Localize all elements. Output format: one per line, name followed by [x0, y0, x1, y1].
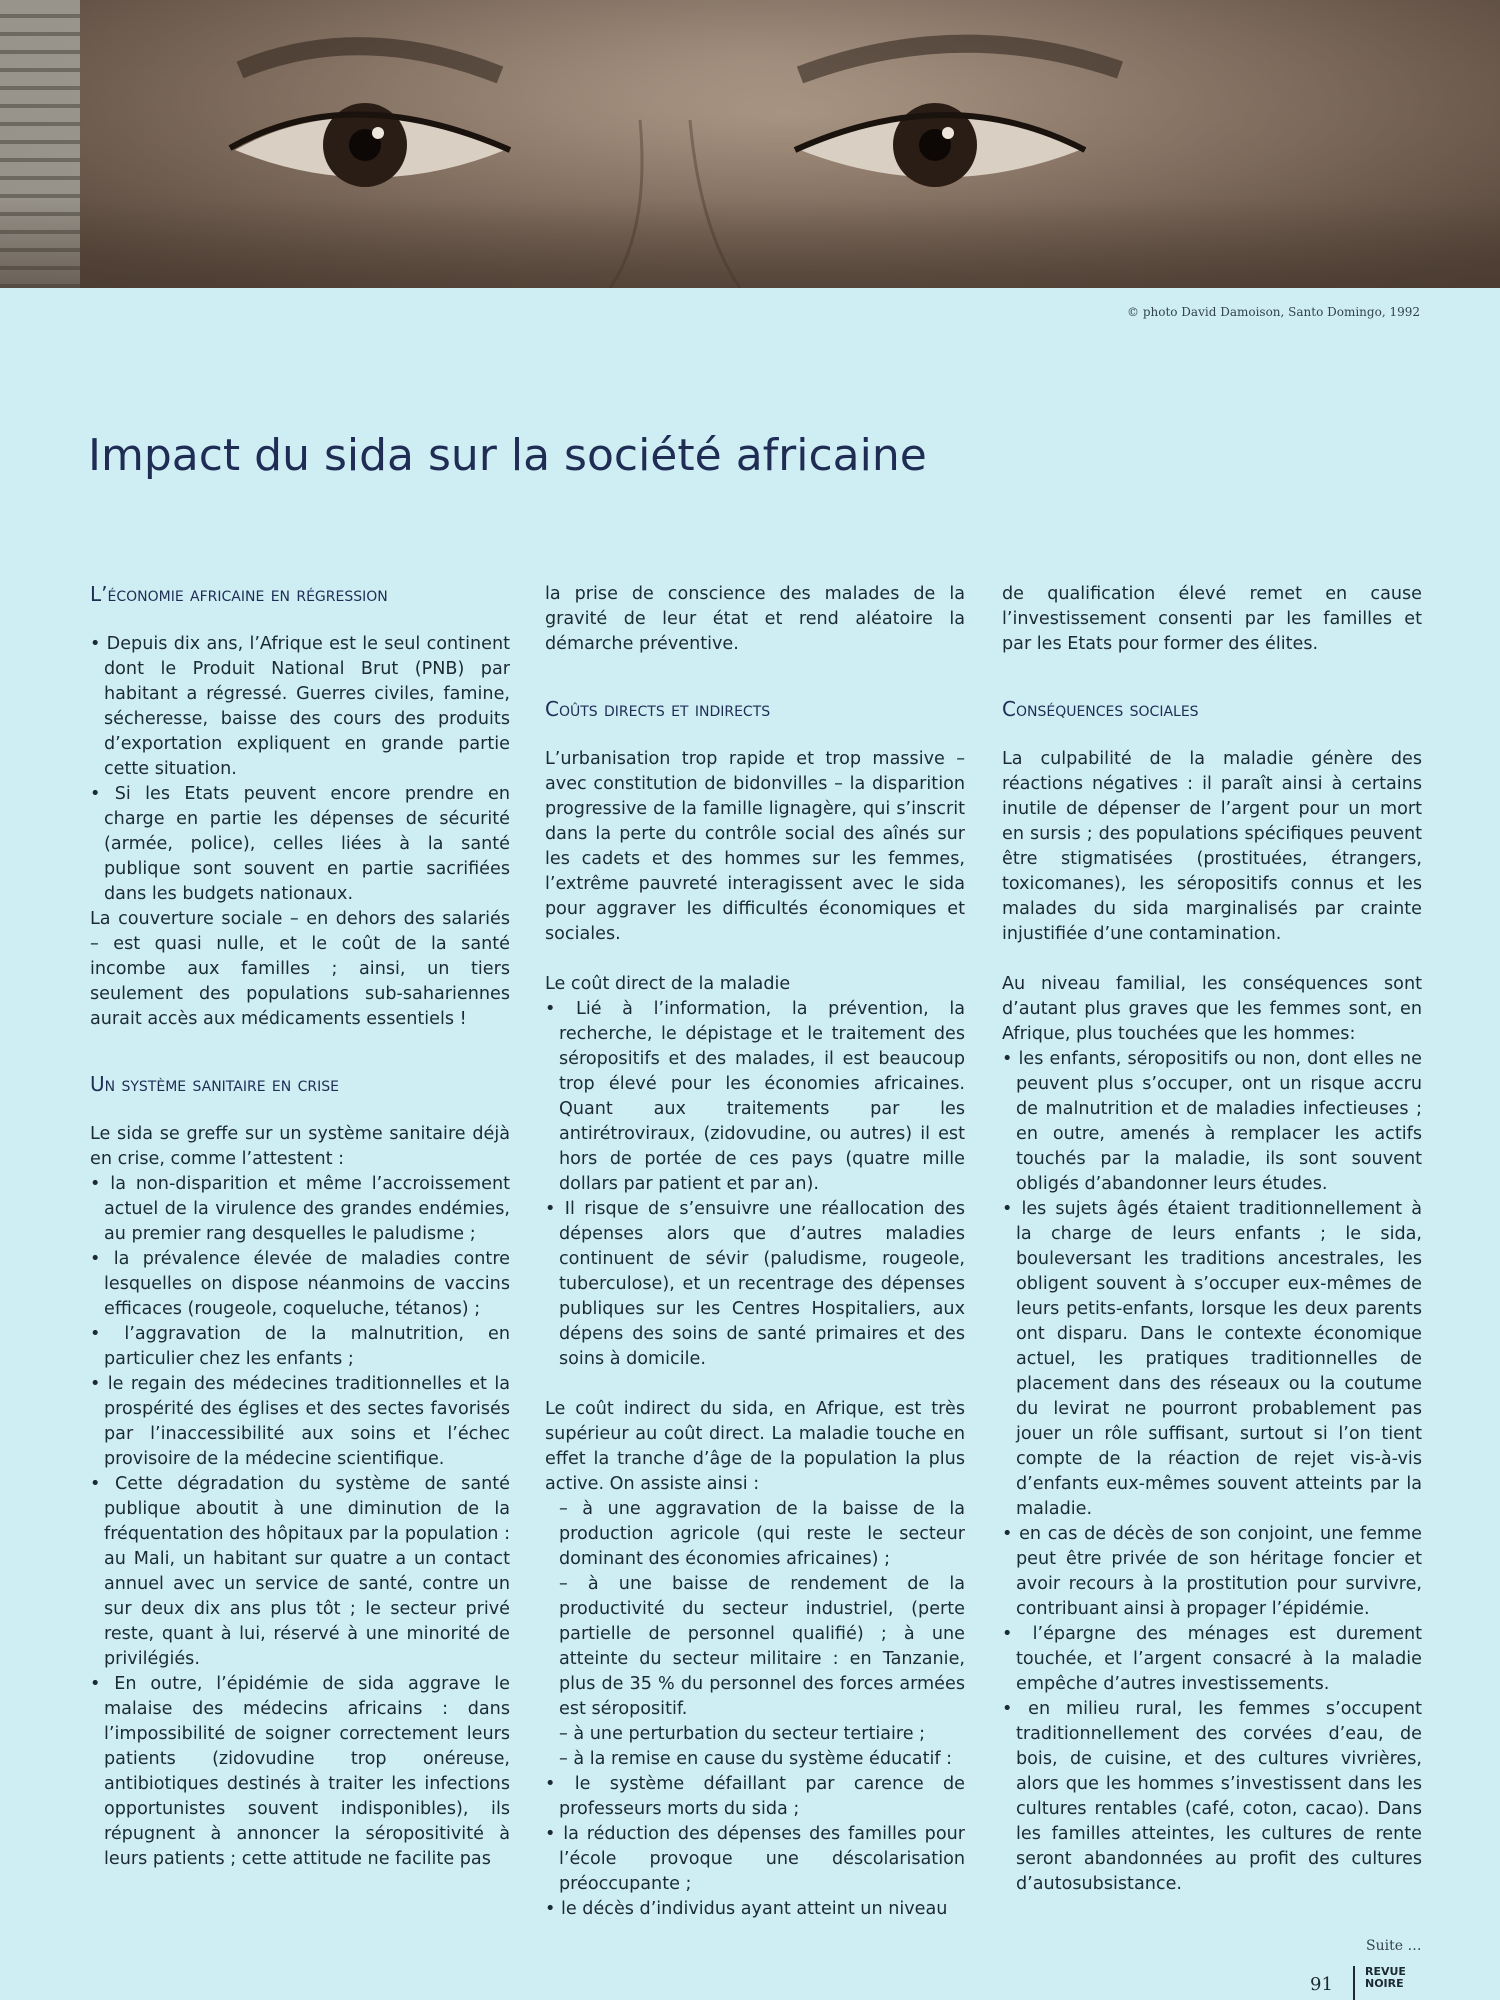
magazine-logo	[1353, 1966, 1500, 2000]
photo-shade	[0, 198, 1500, 288]
sub-heading: Le coût direct de la maladie	[545, 974, 791, 994]
list-item: – à une baisse de rendement de la productivité du secteur industriel, (perte partielle de personnel qualifié) ; à une atteinte du secteur militaire : en Tanzanie, plus de 35 % du personnel des forces armées est séropositif.	[559, 1574, 965, 1719]
photo-credit: © photo David Damoison, Santo Domingo, 1992	[1127, 305, 1420, 319]
list-item: • En outre, l’épidémie de sida aggrave le malaise des médecins africains : dans l’impossibilité de soigner correctement leurs patients (zidovudine trop onéreuse, antibiotiques destinés à traiter les infections opportunistes souvent indisponibles), ils répugnent à annoncer la séropositivité à leurs patients ; cette attitude ne facilite pas	[90, 1674, 510, 1869]
paragraph: la prise de conscience des malades de la gravité de leur état et rend aléatoire la démarche préventive.	[545, 584, 965, 654]
list-item: • en cas de décès de son conjoint, une femme peut être privée de son héritage foncier et avoir recours à la prostitution pour survivre, contribuant ainsi à propager l’épidémie.	[1002, 1524, 1422, 1619]
list-item: • la non-disparition et même l’accroissement actuel de la virulence des grandes endémies, au premier rang desquelles le paludisme ;	[90, 1174, 510, 1244]
list-item: • les enfants, séropositifs ou non, dont elles ne peuvent plus s’occuper, ont un risque accru de malnutrition et de maladies infectieuses ; en outre, amenés à remplacer les actifs touchés par la maladie, ils sont souvent obligés d’abandonner leurs études.	[1002, 1049, 1422, 1194]
list-item: – à une perturbation du secteur tertiaire ;	[559, 1724, 926, 1744]
paragraph: La culpabilité de la maladie génère des réactions négatives : il paraît ainsi à certains inutile de dépenser de l’argent pour un mort en sursis ; des populations spécifiques peuvent être stigmatisées (prostituées, étrangers, toxicomanes), les séropositifs connus et les malades du sida marginalisés par crainte injustifiée d’une contamination.	[1002, 749, 1422, 944]
paragraph: Le sida se greffe sur un système sanitaire déjà en crise, comme l’attestent :	[90, 1124, 510, 1169]
list-item: – à la remise en cause du système éducatif :	[559, 1749, 953, 1769]
paragraph: de qualification élevé remet en cause l’investissement consenti par les familles et par les Etats pour former des élites.	[1002, 584, 1422, 654]
list-item: • les sujets âgés étaient traditionnellement à la charge de leurs enfants ; le sida, bouleversant les traditions ancestrales, les obligent souvent à s’occuper eux-mêmes de leurs petits-enfants, lorsque les deux parents ont disparu. Dans le contexte économique actuel, les pratiques traditionnelles de placement dans des réseaux ou la coutume du levirat ne pourront probablement pas jouer un rôle suffisant, surtout si l’on tient compte de la réaction de rejet vis-à-vis d’enfants eux-mêmes souvent atteints par la maladie.	[1002, 1199, 1422, 1519]
list-item: • le système défaillant par carence de professeurs morts du sida ;	[545, 1774, 965, 1819]
list-item: • l’épargne des ménages est durement touchée, et l’argent consacré à la maladie empêche d’autres investissements.	[1002, 1624, 1422, 1694]
section-heading: Conséquences sociales	[1002, 697, 1199, 721]
list-item: • la prévalence élevée de maladies contre lesquelles on dispose néanmoins de vaccins efficaces (rougeole, coqueluche, tétanos) ;	[90, 1249, 510, 1319]
section-heading: Un système sanitaire en crise	[90, 1072, 339, 1096]
magazine-name-line1: REVUE	[1365, 1965, 1406, 1978]
list-item: • en milieu rural, les femmes s’occupent traditionnellement des corvées d’eau, de bois, de cuisine, et des cultures vivrières, alors que les hommes s’investissent dans les cultures rentables (café, coton, cacao). Dans les familles atteintes, les cultures de rente seront abandonnées au profit des cultures d’autosubsistance.	[1002, 1699, 1422, 1894]
list-item: • le décès d’individus ayant atteint un niveau	[545, 1899, 948, 1919]
paragraph: Au niveau familial, les conséquences sont d’autant plus graves que les femmes sont, en Afrique, plus touchées que les hommes:	[1002, 974, 1422, 1044]
article-title: Impact du sida sur la société africaine	[88, 430, 927, 481]
paragraph: • Si les Etats peuvent encore prendre en charge en partie les dépenses de sécurité (armée, police), celles liées à la santé publique sont souvent en partie sacrifiées dans les budgets nationaux.	[90, 784, 510, 904]
column-1	[90, 582, 510, 1872]
paragraph: La couverture sociale – en dehors des salariés – est quasi nulle, et le coût de la santé incombe aux familles ; ainsi, un tiers seulement des populations sub-sahariennes aurait accès aux médicaments essentiels !	[90, 909, 510, 1029]
list-item: • Il risque de s’ensuivre une réallocation des dépenses alors que d’autres maladies continuent de sévir (paludisme, rougeole, tuberculose), et un recentrage des dépenses publiques sur les Centres Hospitaliers, aux dépens des soins de santé primaires et des soins à domicile.	[545, 1199, 965, 1369]
column-3	[1002, 582, 1422, 1897]
column-2	[545, 582, 965, 1922]
list-item: • l’aggravation de la malnutrition, en particulier chez les enfants ;	[90, 1324, 510, 1369]
list-item: • Cette dégradation du système de santé publique aboutit à une diminution de la fréquentation des hôpitaux par la population : au Mali, un habitant sur quatre a un contact annuel avec un service de santé, contre un sur deux dix ans plus tôt ; le secteur privé reste, quant à lui, réservé à une minorité de privilégiés.	[90, 1474, 510, 1669]
continued-label: Suite …	[1366, 1938, 1422, 1954]
paragraph: • Depuis dix ans, l’Afrique est le seul continent dont le Produit National Brut (PNB) par habitant a régressé. Guerres civiles, famine, sécheresse, baisse des cours des produits d’exportation expliquent en grande partie cette situation.	[90, 634, 510, 779]
paragraph: Le coût indirect du sida, en Afrique, est très supérieur au coût direct. La maladie touche en effet la tranche d’âge de la population la plus active. On assiste ainsi :	[545, 1399, 965, 1494]
list-item: • la réduction des dépenses des familles pour l’école provoque une déscolarisation préoccupante ;	[545, 1824, 965, 1894]
list-item: • le regain des médecines traditionnelles et la prospérité des églises et des sectes favorisés par l’inaccessibilité aux soins et l’échec provisoire de la médecine scientifique.	[90, 1374, 510, 1469]
list-item: • Lié à l’information, la prévention, la recherche, le dépistage et le traitement des séropositifs et des malades, il est beaucoup trop élevé pour les économies africaines. Quant aux traitements par les antirétroviraux, (zidovudine, ou autres) il est hors de portée de ces pays (quatre mille dollars par patient et par an).	[545, 999, 965, 1194]
list-item: – à une aggravation de la baisse de la production agricole (qui reste le secteur dominant des économies africaines) ;	[559, 1499, 965, 1569]
section-heading: L’économie africaine en régression	[90, 582, 388, 606]
section-heading: Coûts directs et indirects	[545, 697, 771, 721]
header-photo	[0, 0, 1500, 288]
page-number: 91	[1310, 1974, 1333, 1995]
magazine-name-line2: NOIRE	[1365, 1977, 1404, 1990]
paragraph: L’urbanisation trop rapide et trop massive – avec constitution de bidonvilles – la disparition progressive de la famille lignagère, qui s’inscrit dans la perte du contrôle social des aînés sur les cadets et des hommes sur les femmes, l’extrême pauvreté interagissent avec le sida pour aggraver les difficultés économiques et sociales.	[545, 749, 965, 944]
